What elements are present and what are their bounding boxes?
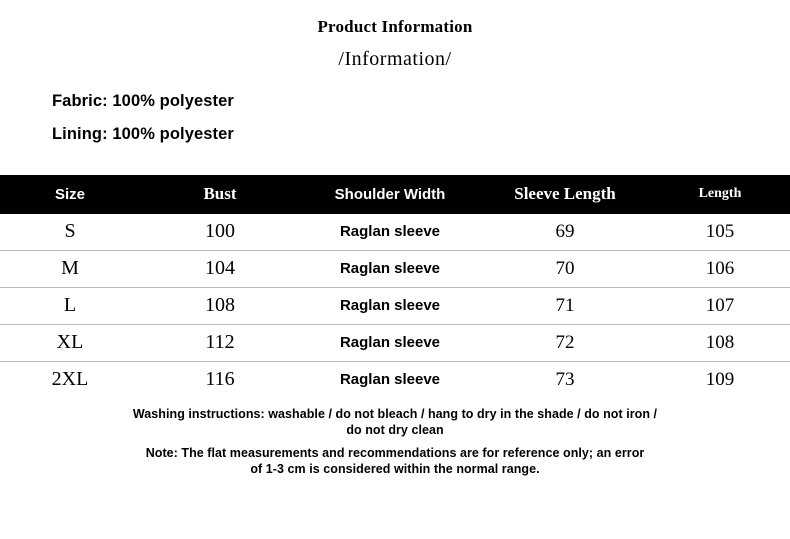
- cell-length: 106: [650, 251, 790, 288]
- cell-shoulder: Raglan sleeve: [300, 251, 480, 288]
- measurement-note: [0, 446, 790, 477]
- spec-fabric: Fabric: 100% polyester: [52, 92, 234, 110]
- cell-sleeve: 72: [480, 325, 650, 362]
- cell-shoulder: Raglan sleeve: [300, 362, 480, 399]
- cell-size: L: [0, 288, 140, 325]
- cell-sleeve: 73: [480, 362, 650, 399]
- care-notes: [0, 407, 790, 478]
- cell-shoulder: Raglan sleeve: [300, 214, 480, 251]
- measurement-note-line-1: Note: The flat measurements and recommendations are for reference only; an error: [145, 446, 645, 461]
- column-header-shoulder-width: Shoulder Width: [300, 175, 480, 214]
- size-table-header: [0, 175, 790, 214]
- cell-length: 107: [650, 288, 790, 325]
- cell-size: M: [0, 251, 140, 288]
- column-header-size: Size: [0, 175, 140, 214]
- cell-length: 109: [650, 362, 790, 399]
- table-row: [0, 362, 790, 399]
- measurement-note-line-2: of 1-3 cm is considered within the normal range.: [250, 461, 540, 476]
- cell-sleeve: 70: [480, 251, 650, 288]
- spec-lining: Lining: 100% polyester: [52, 124, 234, 143]
- cell-size: 2XL: [0, 362, 140, 399]
- cell-size: XL: [0, 325, 140, 362]
- page-title: Product Information: [317, 17, 473, 36]
- table-row: [0, 288, 790, 325]
- material-specs: [0, 93, 790, 142]
- cell-size: S: [0, 214, 140, 251]
- cell-bust: 116: [140, 362, 300, 399]
- product-information-page: [0, 17, 790, 539]
- washing-instructions: [0, 407, 790, 438]
- table-header-row: [0, 175, 790, 214]
- table-row: [0, 214, 790, 251]
- cell-sleeve: 71: [480, 288, 650, 325]
- cell-bust: 108: [140, 288, 300, 325]
- cell-shoulder: Raglan sleeve: [300, 325, 480, 362]
- washing-instructions-line-1: Washing instructions: washable / do not bleach / hang to dry in the shade / do not iron /: [132, 407, 658, 421]
- cell-bust: 100: [140, 214, 300, 251]
- cell-sleeve: 69: [480, 214, 650, 251]
- table-row: [0, 251, 790, 288]
- size-chart: [0, 175, 790, 398]
- cell-bust: 112: [140, 325, 300, 362]
- cell-bust: 104: [140, 251, 300, 288]
- cell-length: 108: [650, 325, 790, 362]
- washing-instructions-line-2: do not dry clean: [346, 422, 444, 437]
- table-row: [0, 325, 790, 362]
- column-header-bust: Bust: [140, 175, 300, 214]
- column-header-sleeve-length: Sleeve Length: [480, 175, 650, 214]
- size-table-body: [0, 214, 790, 398]
- size-table: [0, 175, 790, 398]
- page-subtitle: /Information/: [338, 48, 452, 70]
- column-header-length: Length: [650, 175, 790, 214]
- cell-length: 105: [650, 214, 790, 251]
- cell-shoulder: Raglan sleeve: [300, 288, 480, 325]
